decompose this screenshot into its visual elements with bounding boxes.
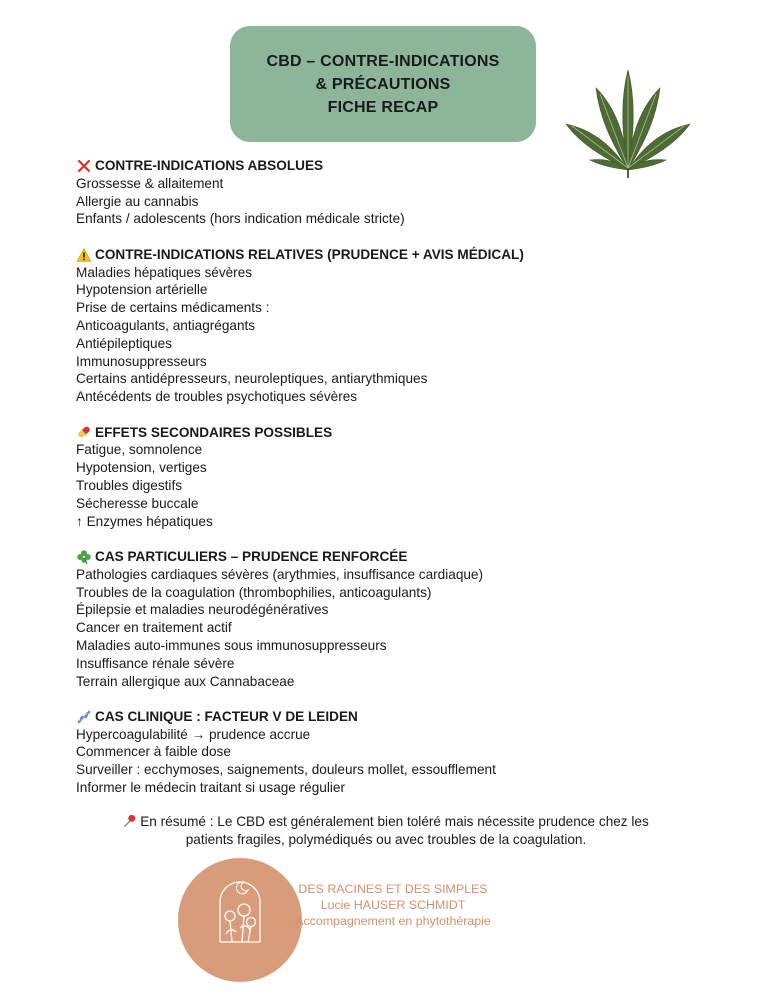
pushpin-icon	[123, 814, 137, 828]
summary-line-2: patients fragiles, polymédiqués ou avec troubles de la coagulation.	[185, 832, 587, 847]
list-item: ↑ Enzymes hépatiques	[76, 513, 213, 529]
list-item: Certains antidépresseurs, neuroleptiques, antiarythmiques	[76, 371, 428, 387]
list-item: Enfants / adolescents (hors indication médicale stricte)	[76, 211, 405, 227]
list-item: Grossesse & allaitement	[76, 175, 224, 191]
list-item: Hypotension artérielle	[76, 282, 208, 298]
summary-line-1: En résumé : Le CBD est généralement bien toléré mais nécessite prudence chez les	[76, 813, 696, 831]
title-line-3: FICHE RECAP	[327, 98, 439, 116]
list-item: Antiépileptiques	[76, 335, 172, 351]
section-absolute-contraindications	[76, 157, 696, 228]
section-heading: CAS CLINIQUE : FACTEUR V DE LEIDEN	[76, 708, 696, 726]
list-item: Troubles de la coagulation (thrombophilies, anticoagulants)	[76, 584, 432, 600]
list-item: Antécédents de troubles psychotiques sévères	[76, 389, 358, 405]
title-box	[230, 26, 536, 142]
list-item: Immunosuppresseurs	[76, 353, 207, 369]
title-line-2: & PRÉCAUTIONS	[315, 75, 451, 93]
section-side-effects	[76, 424, 696, 531]
list-item: Allergie au cannabis	[76, 193, 199, 209]
brand-author: Lucie HAUSER SCHMIDT	[320, 898, 466, 913]
list-item: Insuffisance rénale sévère	[76, 655, 235, 671]
list-item: Commencer à faible dose	[76, 744, 231, 760]
list-item: Hypotension, vertiges	[76, 460, 207, 476]
section-relative-contraindications	[76, 246, 696, 406]
clover-icon	[76, 549, 92, 565]
list-item: Informer le médecin traitant si usage régulier	[76, 780, 345, 796]
list-item: Surveiller : ecchymoses, saignements, douleurs mollet, essoufflement	[76, 762, 496, 778]
title-line-1: CBD – CONTRE-INDICATIONS	[266, 52, 500, 70]
list-item: Prise de certains médicaments :	[76, 300, 270, 316]
list-item: Sécheresse buccale	[76, 495, 199, 511]
section-heading: CONTRE-INDICATIONS ABSOLUES	[76, 157, 696, 175]
list-item: Anticoagulants, antiagrégants	[76, 317, 256, 333]
dna-icon	[76, 709, 92, 725]
section-clinical-case	[76, 708, 696, 797]
warning-icon	[76, 247, 92, 263]
list-item: Hypercoagulabilité → prudence accrue	[76, 726, 311, 742]
section-heading: CONTRE-INDICATIONS RELATIVES (PRUDENCE + AVIS MÉDICAL)	[76, 246, 696, 264]
brand-text	[282, 881, 504, 930]
cross-icon	[76, 158, 92, 174]
list-item: Cancer en traitement actif	[76, 620, 232, 636]
list-item: Épilepsie et maladies neurodégénératives	[76, 602, 329, 618]
summary	[76, 813, 696, 849]
pill-icon	[76, 424, 92, 440]
list-item: Troubles digestifs	[76, 477, 183, 493]
section-heading: CAS PARTICULIERS – PRUDENCE RENFORCÉE	[76, 548, 696, 566]
content	[76, 157, 696, 814]
list-item: Terrain allergique aux Cannabaceae	[76, 673, 295, 689]
list-item: Maladies auto-immunes sous immunosuppresseurs	[76, 637, 387, 653]
brand-name: DES RACINES ET DES SIMPLES	[298, 882, 488, 896]
list-item: Fatigue, somnolence	[76, 442, 203, 458]
section-heading: EFFETS SECONDAIRES POSSIBLES	[76, 424, 696, 442]
section-special-cases	[76, 548, 696, 690]
brand-tagline: Accompagnement en phytothérapie	[295, 914, 491, 929]
list-item: Pathologies cardiaques sévères (arythmies, insuffisance cardiaque)	[76, 566, 484, 582]
list-item: Maladies hépatiques sévères	[76, 264, 253, 280]
